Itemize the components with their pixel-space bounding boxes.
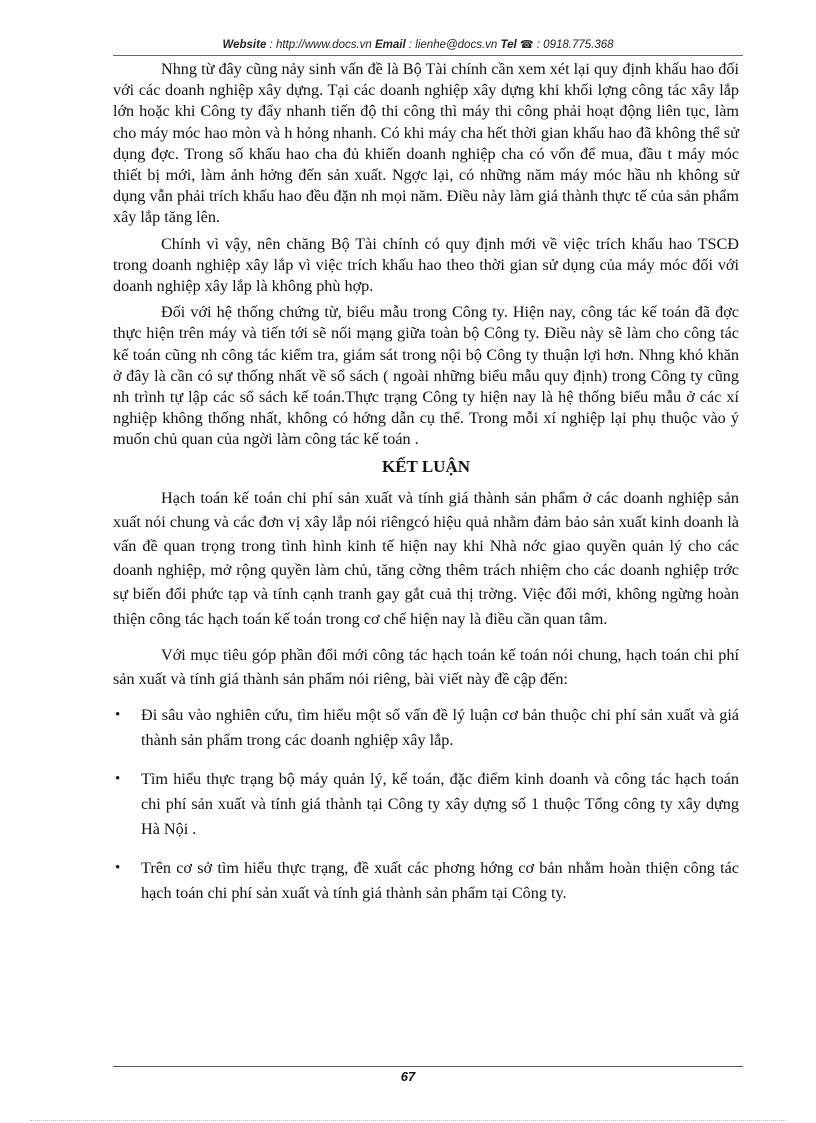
conclusion-section bbox=[113, 486, 739, 692]
bullet-icon: • bbox=[115, 707, 121, 724]
paragraph: Với mục tiêu góp phần đổi mới công tác hạch toán kế toán nói chung, hạch toán chi phí sản xuất và tính giá thành sản phẩm nói riêng, bài viết này đề cập đến: bbox=[113, 645, 739, 689]
page-header bbox=[113, 38, 723, 51]
paragraph: Hạch toán kế toán chi phí sản xuất và tính giá thành sản phẩm ở các doanh nghiệp sản xuất nói chung và các đơn vị xây lắp nói riêngcó hiệu quả nhằm đảm bảo sản xuất kinh doanh là vấn đề quan trọng trong tình hình kinh tế hiện nay khi Nhà nớc giao quyền quản lý cho các doanh nghiệp, mở rộng quyền làm chủ, tăng cờng thêm trách nhiệm cho các doanh nghiệp trớc sự biến đổi phức tạp và tính cạnh tranh gay gắt cuả thị trờng. Việc đổi mới, không ngừng hoàn thiện công tác hạch toán kế toán trong cơ chế hiện nay là điều cần quan tâm. bbox=[113, 488, 739, 628]
phone-icon: ☎ bbox=[519, 39, 534, 51]
list-item bbox=[113, 856, 739, 906]
analysis-section bbox=[113, 59, 739, 451]
email-value: : lienhe@docs.vn bbox=[405, 39, 501, 51]
tel-label: Tel bbox=[500, 39, 517, 51]
paragraph: Nhng từ đây cũng nảy sinh vấn đề là Bộ Tài chính cần xem xét lại quy định khấu hao đối với các doanh nghiệp xây dựng. Tại các doanh nghiệp xây dựng khi khối lợng công tác xây lắp lớn hoặc khi Công ty đẩy nhanh tiến độ thi công thì máy thi công phải hoạt động liên tục, làm cho máy móc hao mòn và h hỏng nhanh. Có khi máy cha hết thời gian khấu hao đã không thể sử dụng đợc. Trong số khấu hao cha đủ khiến doanh nghiệp cha có vốn để mua, đầu t máy móc thiết bị mới, làm ảnh hởng đến sản xuất. Ngợc lại, có những năm máy móc hầu nh không sử dụng vẫn phải trích khấu hao đều đặn nh mọi năm. Điều này làm giá thành thực tế của sản phẩm xây lắp tăng lên. bbox=[113, 60, 739, 227]
bullet-icon: • bbox=[115, 860, 121, 877]
list-item-text: Đi sâu vào nghiên cứu, tìm hiểu một số vấn đề lý luận cơ bản thuộc chi phí sản xuất và giá thành sản phẩm trong các doanh nghiệp xây lắp. bbox=[141, 706, 739, 750]
list-item-text: Trên cơ sở tìm hiểu thực trạng, đề xuất các phơng hớng cơ bản nhằm hoàn thiện công tác hạch toán chi phí sản xuất và tính giá thành sản phẩm tại Công ty. bbox=[141, 859, 739, 903]
conclusion-title: KẾT LUẬN bbox=[381, 456, 470, 476]
bullet-list bbox=[113, 703, 739, 906]
website-label: Website bbox=[222, 39, 267, 51]
tel-value: : 0918.775.368 bbox=[533, 39, 614, 51]
document-body bbox=[113, 59, 739, 920]
header-divider bbox=[113, 55, 743, 56]
email-label: Email bbox=[375, 39, 406, 51]
paragraph: Đối với hệ thống chứng từ, biểu mẫu trong Công ty. Hiện nay, công tác kế toán đã đợc thực hiện trên máy và tiến tới sẽ nối mạng giữa toàn bộ Công ty. Điều này sẽ làm cho công tác kế toán cũng nh công tác kiểm tra, giám sát trong nội bộ Công ty thuận lợi hơn. Nhng khó khăn ở đây là cần có sự thống nhất về sổ sách ( ngoài những biểu mẫu quy định) trong Công ty cũng nh trình tự lập các sổ sách kế toán.Thực trạng Công ty hiện nay là hệ thống biểu mẫu ở các xí nghiệp không thống nhất, không có hớng dẫn cụ thể. Trong mỗi xí nghiệp lại phụ thuộc vào ý muốn chủ quan của ngời làm công tác kế toán . bbox=[113, 303, 739, 449]
page-bottom-border bbox=[30, 1120, 786, 1121]
paragraph: Chính vì vậy, nên chăng Bộ Tài chính có quy định mới về việc trích khấu hao TSCĐ trong doanh nghiệp xây lắp vì việc trích khấu hao theo thời gian sử dụng của máy móc đối với doanh nghiệp xây lắp là không phù hợp. bbox=[113, 234, 739, 296]
website-value: : http://www.docs.vn bbox=[266, 39, 376, 51]
list-item bbox=[113, 767, 739, 842]
bullet-icon: • bbox=[115, 771, 121, 788]
footer-divider bbox=[113, 1066, 743, 1067]
list-item-text: Tìm hiểu thực trạng bộ máy quản lý, kế toán, đặc điểm kinh doanh và công tác hạch toán chi phí sản xuất và tính giá thành tại Công ty xây dựng số 1 thuộc Tổng công ty xây dựng Hà Nội . bbox=[141, 770, 739, 839]
list-item bbox=[113, 703, 739, 753]
page-number: 67 bbox=[400, 1069, 416, 1084]
